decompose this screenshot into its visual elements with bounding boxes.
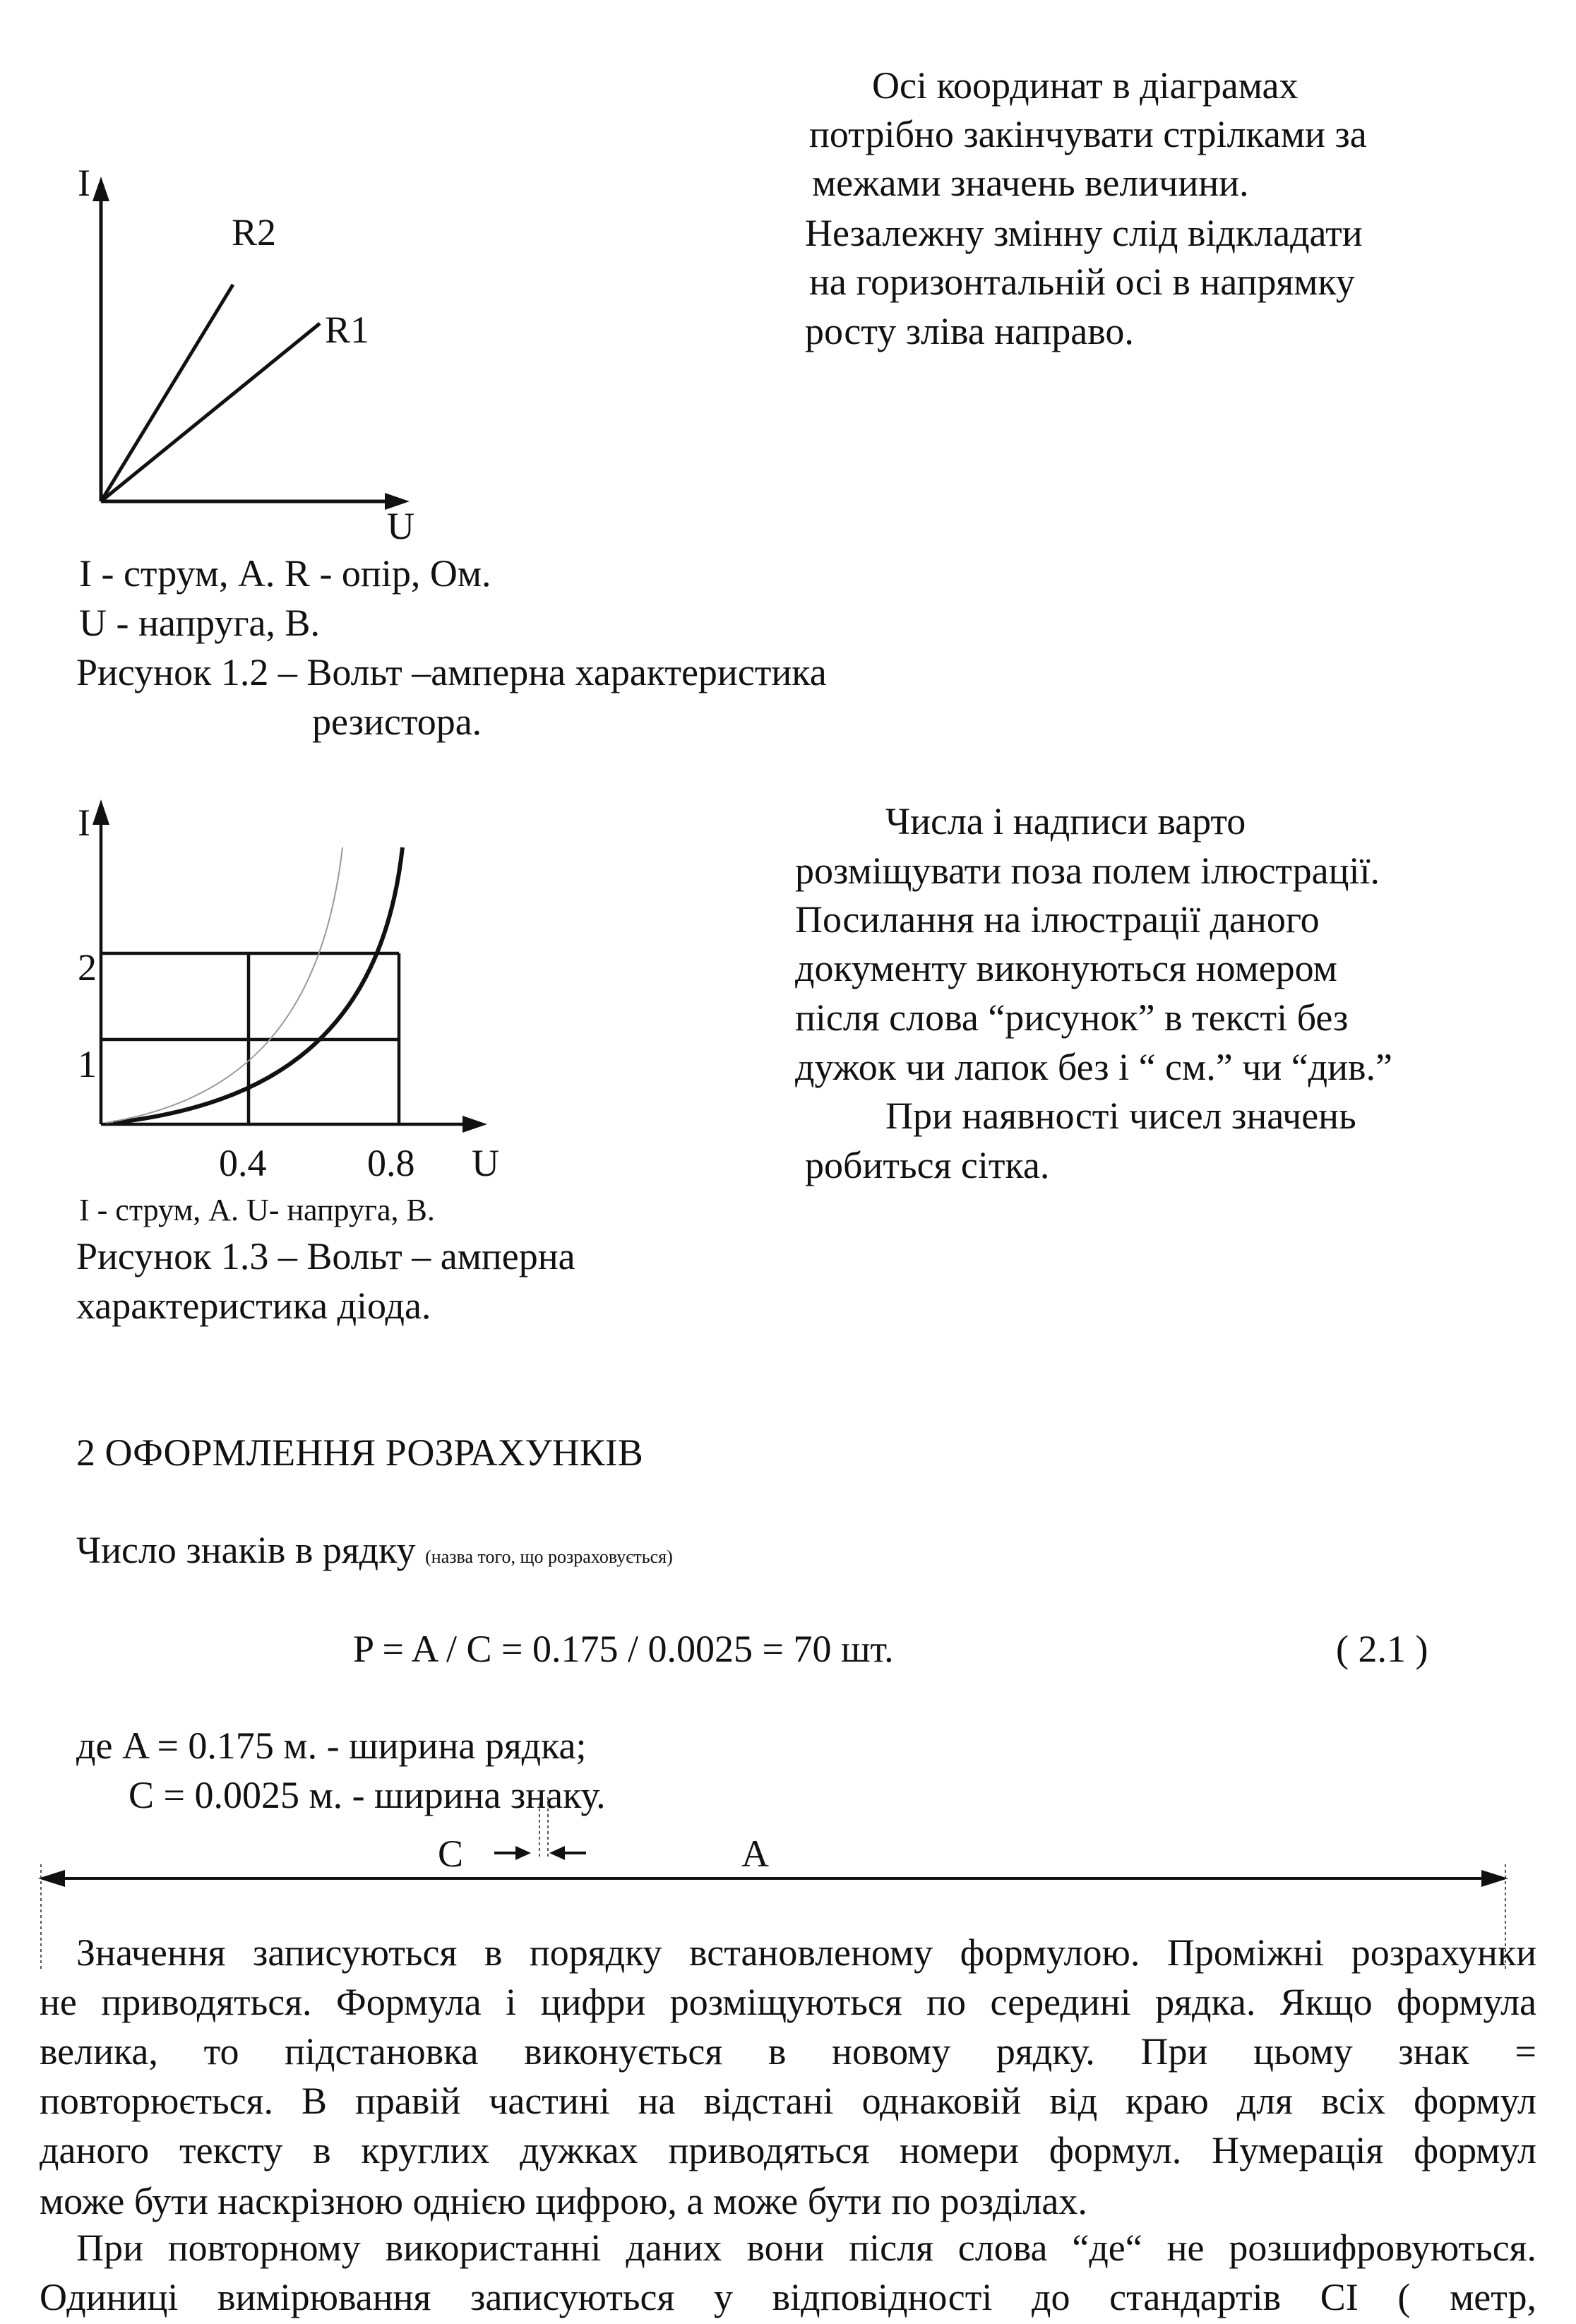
paragraph-line: не приводяться. Формула і цифри розміщуються по середині рядка. Якщо формула xyxy=(40,1981,1536,2023)
where-line: C = 0.0025 м. - ширина знаку. xyxy=(129,1774,606,1816)
note-line: межами значень величини. xyxy=(812,162,1249,204)
curve-label-r1: R1 xyxy=(325,309,370,351)
dimension-label-a: A xyxy=(741,1833,769,1875)
calc-title-text: Число знаків в рядку xyxy=(76,1529,426,1571)
paragraph-line: велика, то підстановка виконується в новому рядку. При цьому знак = xyxy=(40,2030,1536,2073)
figure-caption: Рисунок 1.2 – Вольт –амперна характеристика xyxy=(76,651,827,693)
paragraph xyxy=(40,1928,1536,2175)
paragraph-line: Одиниці вимірювання записуються у відповідності до стандартів СІ ( метр, xyxy=(40,2276,1536,2318)
c-arrowhead-right xyxy=(515,1846,531,1860)
figure-legend: U - напруга, В. xyxy=(79,602,320,644)
note-line: після слова “рисунок” в тексті без xyxy=(795,996,1349,1039)
note-line: дужок чи лапок без і “ см.” чи “див.” xyxy=(795,1046,1393,1088)
dimension-label-c: C xyxy=(438,1833,464,1875)
note-line: розміщувати поза полем ілюстрації. xyxy=(795,850,1380,892)
figure-caption: характеристика діода. xyxy=(76,1285,431,1327)
paragraph-line: При повторному використанні даних вони після слова “де“ не розшифровуються. xyxy=(76,2227,1536,2269)
note-line: на горизонтальній осі в напрямку xyxy=(809,261,1355,303)
figure-legend: I - струм, А. U- напруга, В. xyxy=(79,1193,435,1227)
note-line: потрібно закінчувати стрілками за xyxy=(809,113,1367,155)
axis-x-label: U xyxy=(472,1142,499,1184)
calc-title-note: (назва того, що розраховується) xyxy=(425,1547,673,1567)
paragraph-line: повторюється. В правій частині на відстані однаковій від краю для всіх формул xyxy=(40,2080,1536,2122)
paragraph-line: Значення записуються в порядку встановленому формулою. Проміжні розрахунки xyxy=(76,1931,1536,1974)
note-line: При наявності чисел значень xyxy=(885,1095,1356,1137)
paragraph-line: даного тексту в круглих дужках приводяться номери формул. Нумерація формул xyxy=(40,2129,1536,2171)
figure-caption: Рисунок 1.3 – Вольт – амперна xyxy=(76,1235,575,1277)
y-tick-label: 2 xyxy=(78,946,97,989)
paragraph-line: може бути наскрізною однією цифрою, а може бути по розділах. xyxy=(40,2180,1087,2222)
x-tick-label: 0.4 xyxy=(219,1142,267,1184)
a-arrow-right xyxy=(1481,1870,1508,1887)
formula: P = A / C = 0.175 / 0.0025 = 70 шт. xyxy=(353,1628,894,1670)
c-arrowhead-left xyxy=(549,1846,565,1860)
note-line: росту зліва направо. xyxy=(805,310,1134,352)
formula-number: ( 2.1 ) xyxy=(1336,1628,1428,1670)
paragraph xyxy=(40,2223,1536,2322)
axis-y-label: I xyxy=(78,162,90,204)
axis-x-label: U xyxy=(387,505,414,547)
section-heading: 2 ОФОРМЛЕННЯ РОЗРАХУНКІВ xyxy=(76,1431,643,1474)
note-line: Незалежну змінну слід відкладати xyxy=(805,212,1363,254)
curve-label-r2: R2 xyxy=(232,211,277,254)
note-line: Посилання на ілюстрації даного xyxy=(795,898,1320,941)
y-tick-label: 1 xyxy=(78,1043,97,1085)
figure-caption: резистора. xyxy=(312,701,482,743)
figure-legend: I - струм, А. R - опір, Ом. xyxy=(79,552,491,595)
x-tick-label: 0.8 xyxy=(367,1142,415,1184)
note-line: Осі координат в діаграмах xyxy=(872,64,1299,107)
note-line: документу виконуються номером xyxy=(795,947,1337,989)
where-line: де A = 0.175 м. - ширина рядка; xyxy=(76,1724,587,1767)
note-line: робиться сітка. xyxy=(805,1144,1050,1186)
a-arrow-left xyxy=(38,1870,65,1887)
axis-y-label: I xyxy=(78,802,90,844)
note-line: Числа і надписи варто xyxy=(885,800,1246,842)
